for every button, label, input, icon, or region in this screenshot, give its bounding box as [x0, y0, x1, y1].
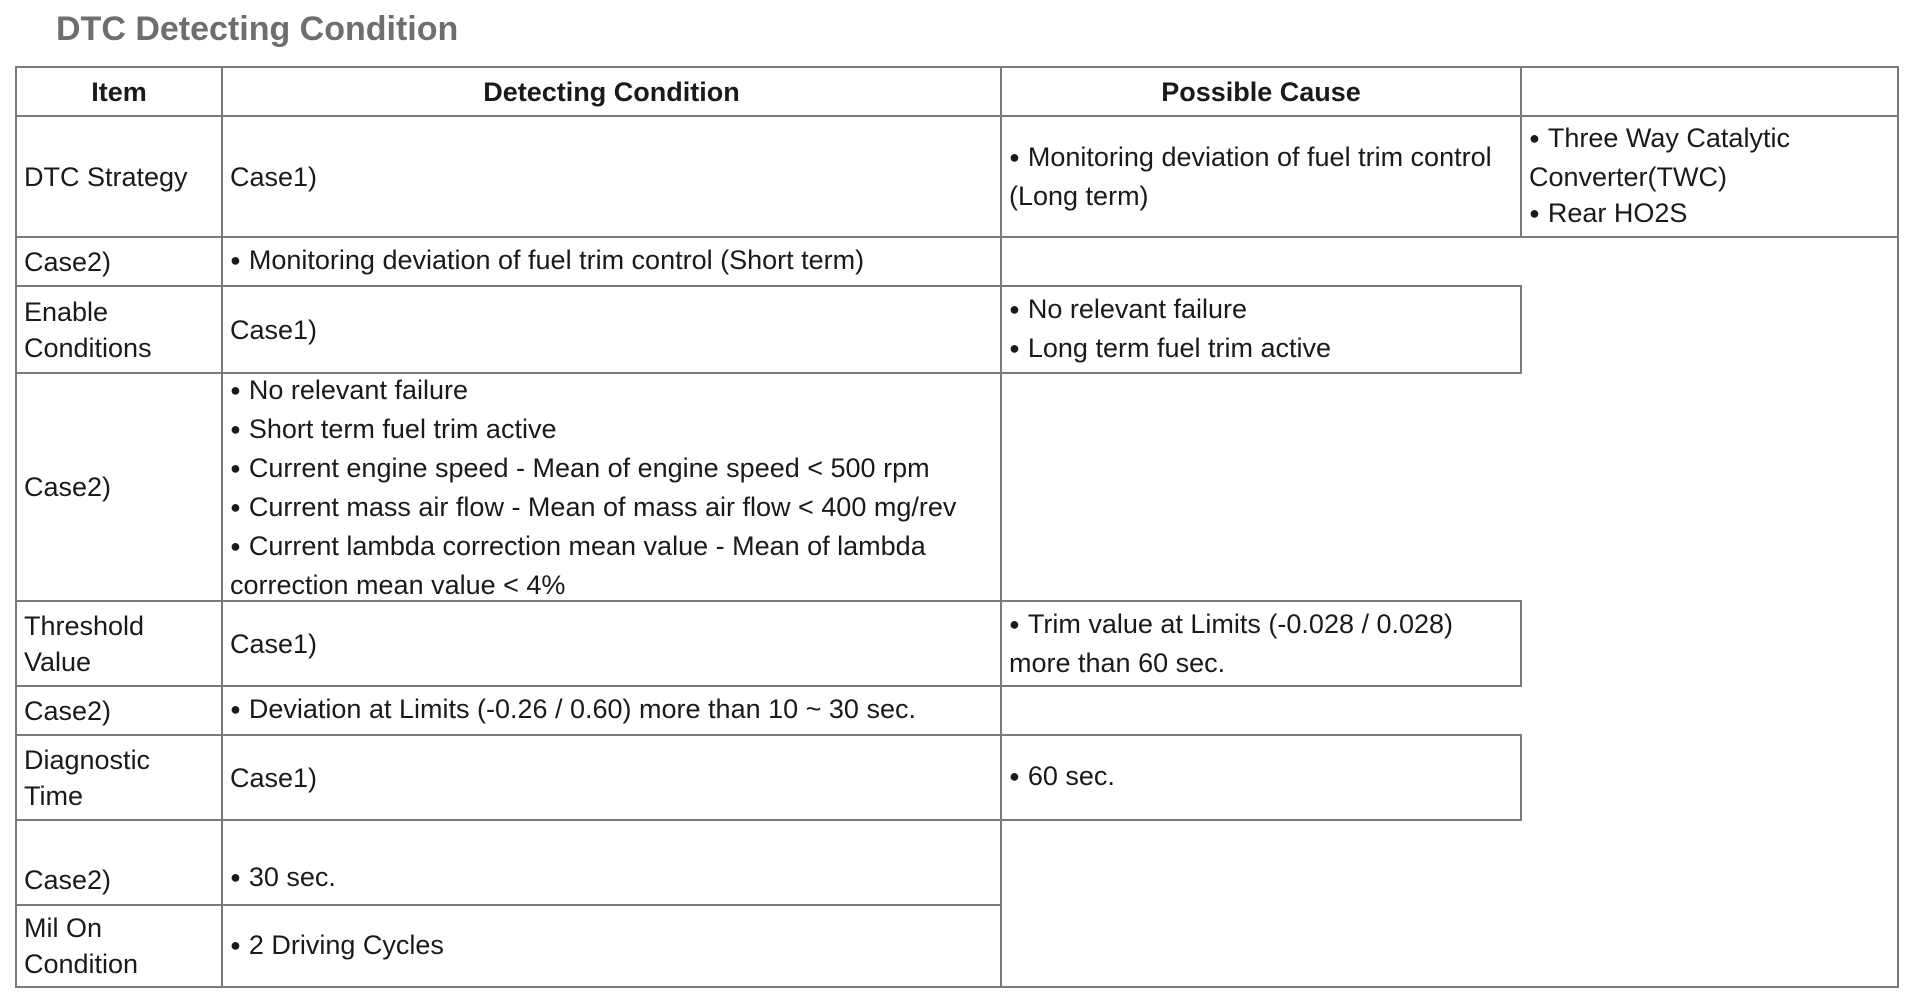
list-item: ● Short term fuel trim active: [230, 411, 993, 450]
list-item: ● 30 sec.: [230, 859, 993, 898]
threshold-case2-value: [221, 685, 1002, 736]
list-item: ● Long term fuel trim active: [1009, 330, 1513, 369]
list-item: ● No relevant failure: [230, 372, 993, 411]
diagnostic-case2-value: [221, 819, 1002, 906]
list-item: ● Current engine speed - Mean of engine speed < 500 rpm: [230, 450, 993, 489]
item-threshold-value: Threshold Value: [15, 600, 223, 687]
dtc-strategy-case2-label: Case2): [15, 236, 223, 287]
list-item: ● Rear HO2S: [1529, 195, 1890, 234]
dtc-strategy-case2-value: [221, 236, 1002, 287]
list-item: ● Monitoring deviation of fuel trim control (Long term): [1009, 139, 1513, 214]
enable-conditions-case1-values: [1000, 285, 1522, 374]
dtc-strategy-case1-value: [1000, 115, 1522, 238]
list-item: ● Trim value at Limits (-0.028 / 0.028) more than 60 sec.: [1009, 606, 1513, 681]
mil-on-condition-value: [221, 904, 1002, 988]
list-item: ● Monitoring deviation of fuel trim control (Short term): [230, 242, 993, 281]
diagnostic-case2-label: Case2): [15, 819, 223, 906]
dtc-strategy-case1-label: Case1): [221, 115, 1002, 238]
header-item: Item: [15, 66, 223, 117]
list-item: ● Deviation at Limits (-0.26 / 0.60) more than 10 ~ 30 sec.: [230, 691, 993, 730]
item-mil-on-condition: Mil On Condition: [15, 904, 223, 988]
enable-conditions-case1-label: Case1): [221, 285, 1002, 374]
header-possible-cause: Possible Cause: [1000, 66, 1522, 117]
list-item: ● 60 sec.: [1009, 758, 1513, 797]
header-empty: [1520, 66, 1899, 117]
enable-conditions-case2-label: Case2): [15, 372, 223, 602]
list-item: ● Current lambda correction mean value - Mean of lambda correction mean value < 4%: [230, 528, 993, 603]
page-title: DTC Detecting Condition: [56, 10, 459, 48]
list-item: ● No relevant failure: [1009, 291, 1513, 330]
possible-cause: [1520, 115, 1899, 238]
list-item: ● 2 Driving Cycles: [230, 927, 993, 966]
item-dtc-strategy: DTC Strategy: [15, 115, 223, 238]
item-enable-conditions: Enable Conditions: [15, 285, 223, 374]
column-divider: [1000, 685, 1002, 988]
list-item: ● Current mass air flow - Mean of mass air flow < 400 mg/rev: [230, 489, 993, 528]
item-diagnostic-time: Diagnostic Time: [15, 734, 223, 821]
diagnostic-case1-label: Case1): [221, 734, 1002, 821]
header-detecting-condition: Detecting Condition: [221, 66, 1002, 117]
diagnostic-case1-value: [1000, 734, 1522, 821]
list-item: ● Three Way Catalytic Converter(TWC): [1529, 120, 1890, 195]
enable-conditions-case2-values: [221, 372, 1002, 602]
threshold-case1-value: [1000, 600, 1522, 687]
threshold-case1-label: Case1): [221, 600, 1002, 687]
threshold-case2-label: Case2): [15, 685, 223, 736]
